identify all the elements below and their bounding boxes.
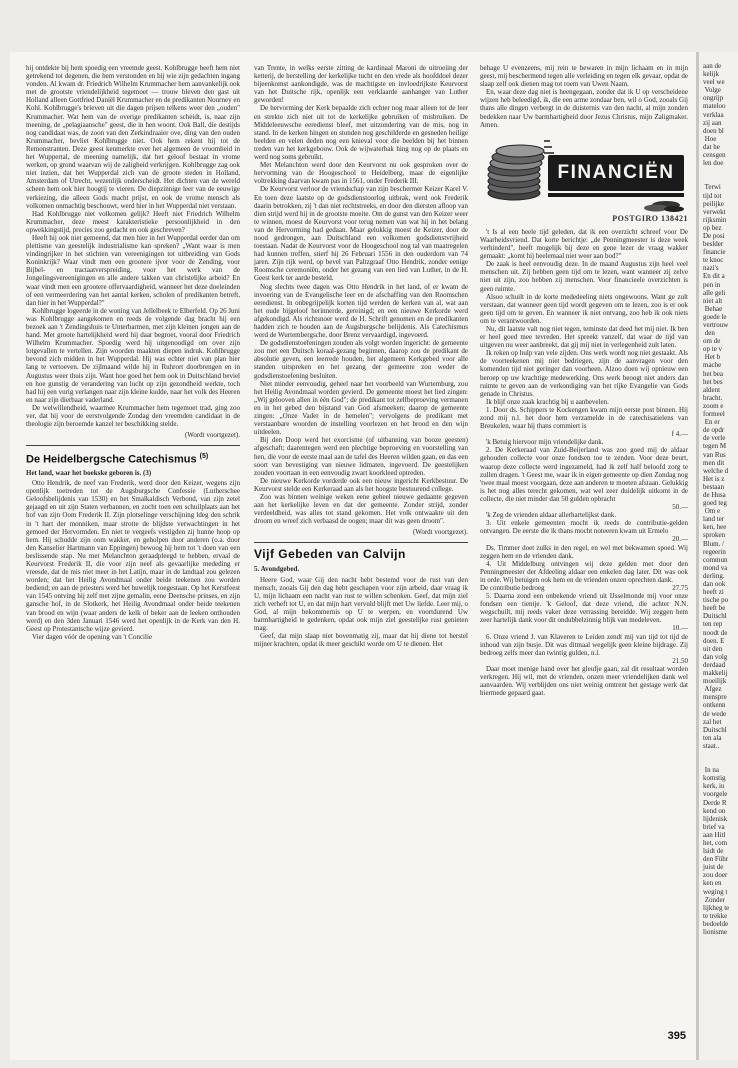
postgiro-number: POSTGIRO 138421 [612,213,688,223]
paragraph: De nieuwe Kerkorde vorderde ook een nieuw ingericht Kerkbestuur. De Keurvorst stelde een Kerkeraad aan als het hoogste bestuurend college. [254,476,468,493]
paragraph: De zaak is heel eenvoudig deze. In de maand Augustus zijn heel veel menschen uit. Zij hebben geen tijd om te lezen, want wanneer zij zelve niet uit zijn, zoo hebben zij menschen. Voor financieele overzichten is geen ruimte. [480,260,688,293]
ledger-line [480,584,688,592]
paragraph: Kohlbrugge logeerde in de woning van Jellelbeek te Elberfeld. Op 26 Juni was Kohlbrugge aangekomen en reeds de volgende dag bracht hij een bezoek aan 't Zendingshuis te Unterbarmen, met zijn kleinen jongen aan de hand. Met groote hartelijkheid werd hij daar begroet, vooral door Friedrich Wilhelm Krummacher. Spoedig werd hij uitgenoodigd om over zijn lotgevallen te vertellen. Zijn woorden maakten diepen indruk. Kohlbrugge bevond zich midden in het Wupperdal. Hij was echter niet van plan hier lang te vertoeven. De zijlmaand wilde hij in Ruhrort doorbrengen en in Augustus weer thuis zijn. Want hoe goed het hem ook in Duitschland beviel en hoe gunstig de verandering van lucht op zijn gezondheid werkte, toch had hij een vurig verlangen naar zijn kleine kudde, naar het volk des Heeren en naar zijn dierbaar vaderland. [26,306,240,404]
divider [26,445,240,446]
paragraph: 3. Uit enkele gemeenten mocht ik reeds de contributie-gelden ontvangen. De eerste die ik thans mocht noteeren kwam uit Ermelo [480,519,688,536]
continued-note: (Wordt voortgezet). [184,431,240,440]
paragraph: Had Kohlbrugge niet volkomen gelijk? Heeft niet Friedrich Wilhelm Krummacher, deze meest karakteristieke persoonlijkheid in den opwekkingstijd, precies zoo gedacht en ook geschreven? [26,209,240,234]
heading-text: De Heidelbergsche Catechismus [26,453,197,466]
paragraph: De godsdienstoefeningen zouden als volgt worden ingericht: de gemeente zou met een Duitsch koraal-gezang beginnen, daarop zou de predikant de absolutie geven, een leerrede houden, het algemeen Kerkgebed voor alle standen uitspreken en het gezang der gemeente zou weder de godsdienstoefening besluiten. [254,339,468,380]
column-3 [480,64,688,697]
divider [254,542,468,543]
banner-title: FINANCIËN [557,161,675,183]
paragraph: Vier dagen vóór de opening van 't Concilie [32,632,153,641]
paragraph: behage U evenzeens, mij rein te bewaren in mijn lichaam en in mijn geest, mij beschermend tegen alle verleiding en tegen elk gevaar, opdat de slaap zelf ook dienen mag tot roem van Uwen Naam. [480,64,688,89]
paragraph: Met Melanchton werd door den Keurvorst nu ook gesproken over de hervorming van de Hoogeschool te Heidelberg, maar de eigenlijke voltrekking daarvan kwam pas in 1561, onder Frederik III. [254,161,468,186]
paragraph: van Trente, in welks eerste zitting de kardinaal Maroni de uitroeiing der ketterij, de herstelling der kerkelijke tucht en den vrede als hoofddoel dezer bijeenkomst aankondigde, was de machtigste en invloedrijkste Keurvorst van het Duitsche rijk, openlijk een verklaarde aanhanger van Luther geworden! [254,64,468,105]
paragraph: Ik reken op hulp van vele zijden. Ons werk wordt nog niet gestaakt. Als de voorteekenen mij niet bedriegen, zijn de aanvragen voor den komenden tijd niet geringer dan voorheen. Alzoo doen wij opnieuw een beroep op uw krachtige medewerking. Ons werk beoogt niet anders dan ruimte te geven aan de verkondiging van het rijke Evangelie van Gods genade in Christus. [480,349,688,398]
continued-note: (Wordt voortgezet). [412,528,468,537]
facing-page-text: aan de kelijk veel we Volge ongrijp mateloo verklaa zij aan doen bl Hoe dat he censgen len doe Terwi tijd tot peilijke verwekt rijksmin op bez De posi beslder financie te knoc nazi's En dit a pen in alle geli niet alt Behae goede le vertrouw den om de op te v Het b mache het bea het bes aldent bracht. zoom e formeel En er de opdr de verle tegen M van Rus men dit welche d Het is z bestaan de Husa goed teg Om e land ter ken, hee sproken Blum. / regeerin commun mond va derling. dan ook heeft zi tische po heeft be Duitschl ten rep noodt de doen. E uit den dan volg derdaad makkelij moeilijk Afgez menspre ontkenn de wede zal het Duitschl ten ala staat.. In na komstig kerk, iu voorgele Derde R kend on lijdenisk brief va aan Hitl het, com lsidt de den Führ juist de zou doer ken en weging t Zonder lijkheg te te trekke bedoelde lionisme [703,62,730,937]
column-2 [254,64,468,648]
ledger-amount: 27.75 [672,583,688,592]
ledger-amount: 10.— [672,624,688,633]
paragraph: De welwillendheid, waarmee Krummacher hem tegemoet trad, ging zoo ver, dat hij voor de eerstvolgende Zondag den vreemden candidaat in de theologie zijn beroemde kanzel ter beschikking stelde. [26,403,240,429]
ledger-amount: f 4.— [671,430,688,439]
prayer-subheading: 5. Avondgebed. [254,565,300,574]
ledger-amount: 20.— [672,535,688,544]
heading-number: (5) [199,453,209,461]
paragraph: Daar moet menige hand over het gleufje gaan, zal dit resultaat worden verkregen. Hij wil, met de vrienden, onzen meer vriendelijken dank wel aanvaarden. Wij verblijden ons niet weinig omtrent het gestage werk dat hiermede gepaard gaat. [480,664,688,698]
paragraph: Heere God, waar Gij den nacht hebt bestemd voor de rust van den mensch, zooals Gij den dag hebt geschapen voor zijn arbeid, daar vraag ik U, mijn lichaam een nacht van rust te willen schenken. Geef, dat mijn ziel zich verheft tot U, en dat mijn hart vervuld blijft met Uw liefde. Leer mij, o God, al mijn bekommernis op U te werpen, en voortdurend Uw barmhartigheid te gedenken, opdat ook mijn ziel geestelijke rust genieten mag. [254,575,468,633]
paragraph: 'k Zeg de vrienden aldaar allerhartelijkst dank. [486,511,617,520]
paragraph: Geef, dat mijn slaap niet bovenmatig zij, maar dat hij diene tot herstel mijner krachten, opdat ik meer geschikt worde om U te dienen. Het [254,632,468,649]
paragraph: hij ontdekte bij hem spoedig een vreemde geest. Kohlbrugge heeft hem niet getrekend tot degenen, die hem verstonden en bij wie zijn gedachten ingang vonden. Al kwam dr. Friedrich Wilhelm Krummacher hem aanvankelijk ook met de grootste vriendelijkheid tegemoet — trouw bleven den gast uit Holland alleen Gottfried Daniël Krummacher en de predikanten Nourney en Kohl. Kohlbrugge's brieven uit die dagen prijsen telkens weer den „ouden" Krummacher. Wat hem van de overige predikanten scheidt, is, naar zijn meening, de „pelagiaansche" geest, die in hen woont. Ook Ball, die destijds nog candidaat was, de zoon van den Zerkindraaier ove, ding van den ouden Krummacher, bevliet Kohlbrugge niet. Ook hem rekent hij tot de Remonstranten. Deze geest kenmerkte over het algemeen de vroomheid in het Wuppertal, de meening namelijk, dat het geloof bestaat in vrome werken, op grond waarvan wij de zaligheid verkrijgen. Kohlbrugge zag ook niet inzien, dat het Wupperdal zich van de groote steden in Holland, Amsterdam of Utrecht, wezenlijk onderscheidt. Het dichten van de wereld scheen hem ook hier hoogtij te vieren. De diepzinnige leer van de eeuwige verkiezing, die alleen Gods macht prijst, en ook de vrome mensch als volkomen onmachtig beschouwt, werd hier in het Wupperdal niet verstaan. [26,64,241,210]
paragraph: 'k Betuig hiervoor mijn vriendelijke dank. [486,438,604,447]
paragraph: Alsoo schuilt in de korte mededeeling niets ongewoons. Want ge zult verstaan, dat wanneer geen tijd wordt gegeven om te lezen, zoo is er ook geen tijd om te geven. En wanneer ik niet ontvang, zoo heb ik ook niets om te verantwoorden. [480,292,688,325]
paragraph: Bij den Doop werd het exorcisme (of uitbanning van booze geesten) afgeschaft; daarentegen werd een plechtige beproeving en voorstelling van hen, die voor de eerste maal aan de tafel des Heeren wilden gaan, en das een soort van bevestiging van nieuwe lidmaten, ingevoerd. De geestelijken zouden voortaan in een eenvoudig zwart koorkleed optreden. [254,436,468,477]
paragraph: 't Is al een heele tijd geleden, dat ik een overzicht schreef voor De Waarheidsvriend. Dat korte berichtje: „de Penningmeester is deze week verhinderd", heeft mogelijk bij deze en gene lezer de vraag wakker gemaakt: „komt hij heelemaal niet weer aan bod?" [480,227,688,261]
paragraph: Nu, dit laatste valt nog niet tegen, teminste dat deed het mij niet. Ik ben er heel goed mee tevreden. Het spreekt vanzelf, dat waar de tijd van uitgeven nu weer aanbreekt, dat gij mij niet in verlegenheid zult laten. [480,324,688,350]
paragraph: Nog slechts twee dagen was Otto Hendrik in het land, of er kwam de invoering van de Evangelische leer en de afschaffing van den Roomschen eeredienst. In onbegrijpelijk korten tijd werden de kerken van al, wat aan het oude bijgeloof herinnerde, gereinigd; en een nieuwe Kerkorde werd afgekondigd. Als richtsnoer werd de H. Schrift genomen en de predikanten hadden zich te houden aan de Augsburgsche belijdenis. Als Catechismus werd de Wurtembergsche, door Brenz vervaardigd, ingevoerd. [254,282,468,340]
ledger-amount: 50.— [672,503,688,512]
page-number: 395 [667,1030,686,1042]
facing-page-edge [696,52,738,1060]
paragraph: De hervorming der Kerk bepaalde zich echter nog maar alleen tot de leer en strekte zich niet uit tot de kerkelijke gebruiken of misbruiken. De Middeleeuwsche eeredienst bleef, met uitzondering van de mis, nog in stand. In de kerken hingen en stonden nog geschilderde en gesneden heilige beelden en velen deden nog een knieval voor die beelden bij het binnen treden van het kerkgebouw. Ook de wijwaterbak hing nog op de plaats en werd nog soms gebruikt. [254,104,468,162]
paragraph: En, waar deze dag niet is heengegaan, zonder dat ik U op verscheidene wijzen heb beleedigd, ik, die een arme zondaar ben, wil o God, zooals Gij thans alle dingen verbergt in de duisternis van den nacht, al mijn zonden bedekken naar Uw barmhartigheid door Jezus Christus, mijn Zaligmaker. Amen. [480,88,688,129]
paragraph: De Keurvorst verloor de vriendschap van zijn beschermer Keizer Karel V. En toen deze laatste op de godsdienstoorlog uitbrak, werd ook Frederik daarin betrokken, zij 't dan niet rechtstreeks, en door den diersten afloop van dien strijd werd hij in de grootste moeite. Om de gunst van den Keizer weer te winnen, moest de Keurvorst voor terug nemen van wat hij in het belang van de Hervorming had gedaan. Maar gelukkig moest de Keizer, door de nood gedrongen, aan Duitschland een volkomen godsdienstvrijheid toestaan. Nadat de Keurvorst voor de Hoogeschool nog tal van maatregelen had kunnen treffen, stierf hij 26 Februari 1556 in den ouderdom van 74 jaren. Zijn rijk werd, op bevel van Paltzgraaf Otto Hendrik, zonder eenige Roomsche ceremoniën, onder het gezang van een lied van Luther, in de H. Geest kerk ter aarde besteld. [254,185,468,283]
ledger-line [480,535,688,543]
paragraph: 4. Uit Middelburg ontvingen wij deze gelden met door den Penningmeester der Afdeeling aldaar een enkelen dag later. Dit was ook in orde. Wij betuigen ook hem en de vrienden onzen oprechten dank. [480,559,688,584]
paragraph: Niet minder eenvoudig, geheel naar het voorbeeld van Wurtemburg, zou het Heilig Avondmaal worden gevierd. De gemeente moest het lied zingen: „Wij gelooven allen in één God"; de predikant tot zelfbeproeving vermanen en in het gebed den bijstand van God afsmeeken; daarop de gemeente zingen: „Onze Vader in de hemelen"; vervolgens de predikant met verstaanbare woorden de instelling voorlezen en het brood en den wijn uitdeelen. [254,379,468,437]
paragraph: Zoo was binnen weinige weken eene geheel nieuwe gedaante gegeven aan het kerkelijke leven en dat der gemeente. Zonder strijd, zonder verdeeldheid, was alles tot stand gekomen. Het volk ontwaakte uit den droom en wreef zich verbaasd de oogen; maar dit was geen droom". [254,492,468,526]
paragraph: 2. De Kerkeraad van Zuid-Beijerland was zoo goed mij de aldaar gehouden collecte voor onze fondsen toe te zenden. Voor deze beurt, waarop deze collecte werd ingezameld, had ik zelf half beloofd zorg te zullen dragen. 't Geest me, waar ik in eigen gemeente op dien Zondag nog 'twee maal moest voorgaan, deze aan anderen te moeten afstaan. Gelukkig is het nog alles terecht gekomen, wat wel zeer duidelijk uitkomt in de collecte, die niet minder dan 50 gulden opbracht [480,446,688,503]
ledger-line [480,430,688,438]
ledger-amount: 21.50 [672,656,688,665]
article-heading [26,450,240,467]
paragraph: Ds. Timmer doet zulks in den regel, en wel met bekwamen spoed. Wij zeggen hem en de vrienden dank. [480,543,688,560]
article-subheading: Het land, waar het boekske geboren is. (3) [26,468,152,477]
paragraph: Ik blijf onze zaak krachtig bij u aanbevelen. [486,397,609,406]
paragraph: 6. Onze vriend J. van Klaveren te Leiden zendt mij van tijd tot tijd de inhoud van zijn busje. Dit was ditmaal wegelijk geen kleine bijdrage. Zij bedroeg zelfs meer dan twintig gulden, n.l. [480,632,688,657]
magazine-page [10,52,696,1060]
paragraph: 1. Door ds. Schippers te Kockengen kwam mijn eerste post binnen. Hij zond mij n.l. het door hem verzamelde in de catechisatielens van Breukelen, waar hij thans commiert is [480,405,688,431]
article-heading: Vijf Gebeden van Calvijn [254,547,406,562]
paragraph: Otto Hendrik, de neef van Frederik, werd door den Keizer, wegens zijn openlijk toetreden tot de Augsburgsche Confessie (Lutherschee Geloofsbelijdenis van 1530) en het Smalkaldisch Verbond, van zijn zetel gejaagd en uit zijn Staten verbannen, en zocht toen een schuilplaats aan het hof van zijn Oom Frederik II. Zijn plotselinge verschijning ldeg den schrik in 't hart der monniken, maar strotte de blijdste verwachtingen in het gemoed der Hervormden. En niet te vergeefs vestigden zij hunne hoop op hem. Hij schudde zijn oom wakker, en geholpen door anderen (o.a. door den Kanselier Hartmann van Eppingen) bewoog hij hem tot 't doen van een beslissende stap. Nu met Melanchton geraadpleegd te hebben, ervaal de Keurvorst Frederik II, die voor zijn neef als gevaarlijke mededing er vreesde, dat de mis niet meer in het Latijn, maar in de landtaal zou gelezen worden; dat het Heilig Avondmaal onder beide teekenen zou worden bediend; en aan de priesters werd het huwelijk toegestaan. Op het Kerstfeest van 1545 ontving hij zelf met zijne gemalin, eene Deensche prinses, en zijn gansche hof, in de Slotkerk, het Heilig Avondmaal onder beide teekenen van brood en wijn (waar anders de kelk of beker aan de leeken onthouden werd) en den 3den Januari 1546 werd het openlijk in de Kerk van den H. Geest op Protestantsche wijze gevierd. [26,479,240,633]
column-1 [26,64,240,641]
ledger-line [480,503,688,511]
ledger-label: De contributie bedroeg [480,583,545,592]
ledger-line [480,657,688,665]
paragraph: Heeft hij ook niet gemeend, dat men hier in het Wupperdal eerder dan om plettisme van geestelijk industrialisme kan spreken? „Want waar is men vindingrijker in het stichten van vereenigingen tot uitbreiding van Gods Koninkrijk? Waar vindt men een grootere ijver voor de Zending, voor Bijbel- en tractaatverspreiding, voor het werk van de Jongelingsvereenigingen en alle andere takken van christelijke arbeid? En waar vindt men een grootere offervaardigheid, wanneer het deze doeleinden of een vermeerdering van het aantal kerken, scholen of predikanten betreft, dan hier in het Wupperdal?" [26,233,240,307]
ledger-line [480,624,688,632]
finance-banner [480,135,688,213]
paragraph: 5. Daarna zond een onbekende vriend uit IJsselmonde mij voor onze fondsen een tientje. 'k Geloof, dat deze vriend, die achter N.N. wegschuilt, mij reeds vaker deze verrassing bereidde. Wij zeggen hem zeer hartelijk dank voor dit ondubbelzinnig blijk van medeleven. [480,592,688,625]
